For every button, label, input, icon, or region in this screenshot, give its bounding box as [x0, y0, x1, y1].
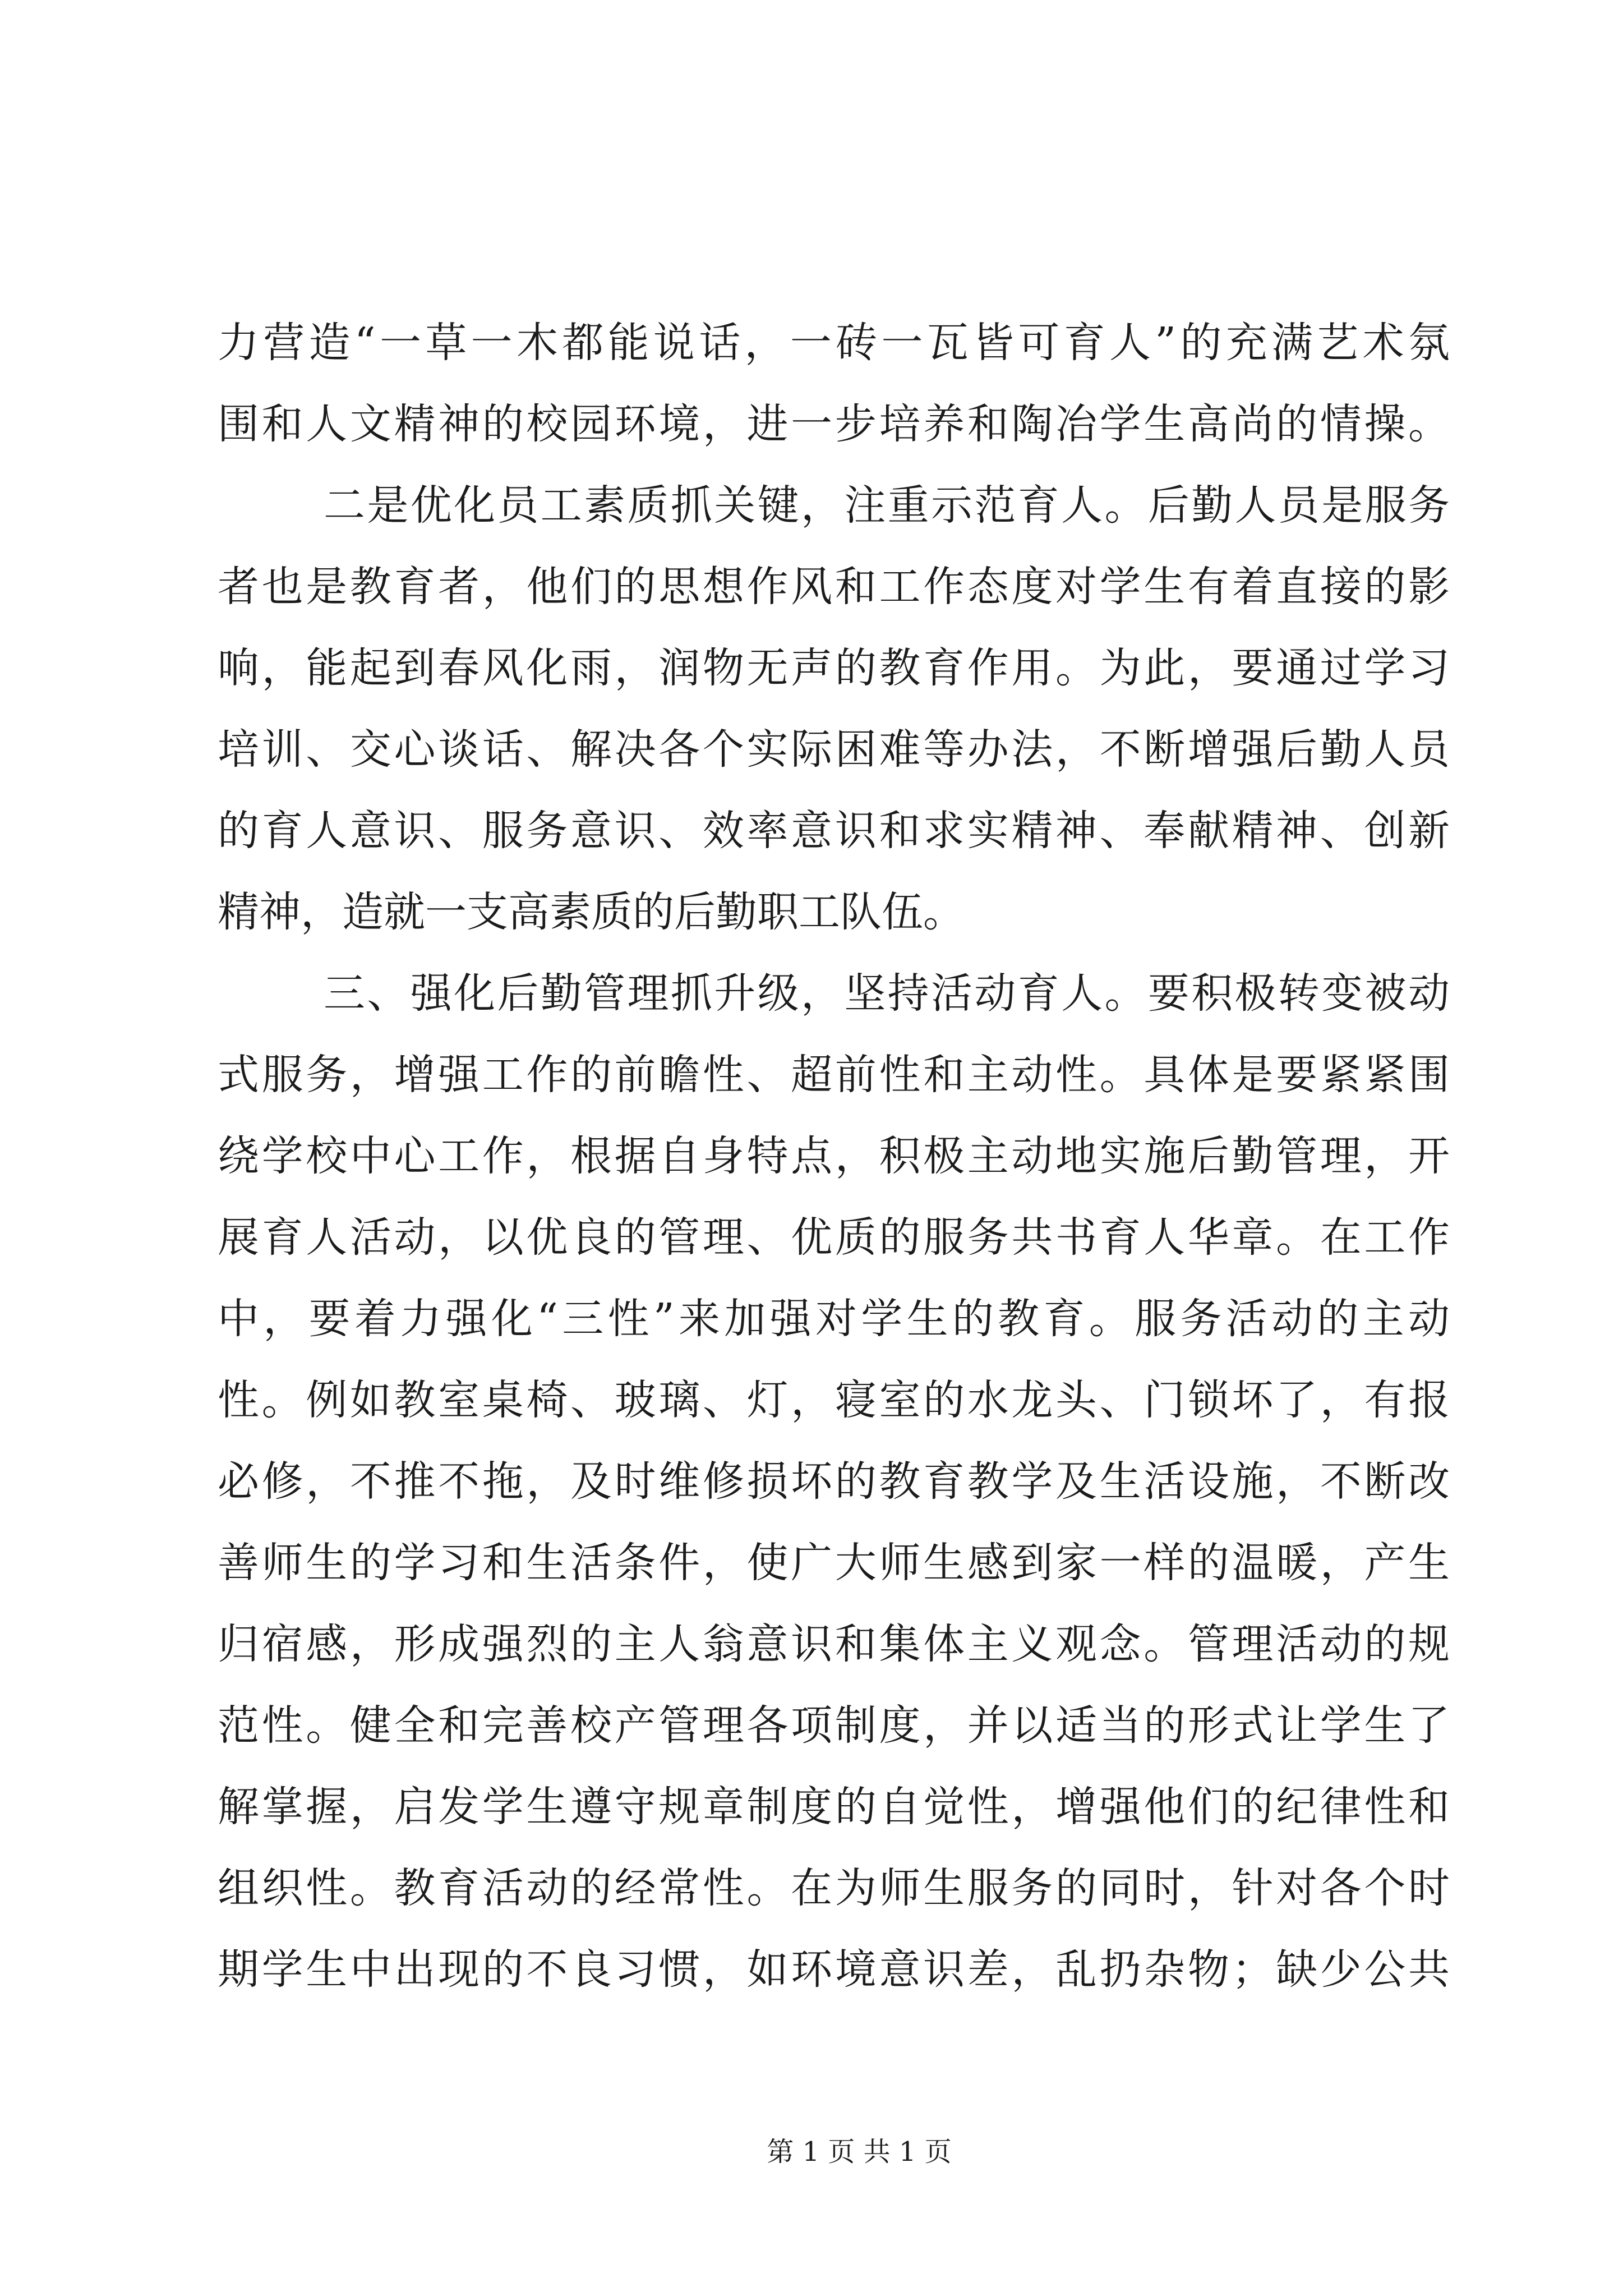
body-text	[218, 302, 1450, 2010]
text-line: 力营造“一草一木都能说话，一砖一瓦皆可育人”的充满艺术氛	[218, 319, 1450, 367]
text-line: 式服务，增强工作的前瞻性、超前性和主动性。具体是要紧紧围	[218, 1051, 1450, 1099]
text-line: 必修，不推不拖，及时维修损坏的教育教学及生活设施，不断改	[218, 1457, 1450, 1506]
text-line: 者也是教育者，他们的思想作风和工作态度对学生有着直接的影	[218, 563, 1450, 611]
text-line: 解掌握，启发学生遵守规章制度的自觉性，增强他们的纪律性和	[218, 1783, 1450, 1831]
text-line: 归宿感，形成强烈的主人翁意识和集体主义观念。管理活动的规	[218, 1620, 1450, 1668]
text-line: 二是优化员工素质抓关键，注重示范育人。后勤人员是服务	[324, 481, 1450, 530]
paragraph	[218, 953, 1450, 2010]
text-line: 培训、交心谈话、解决各个实际困难等办法，不断增强后勤人员	[218, 725, 1450, 774]
text-line: 组织性。教育活动的经常性。在为师生服务的同时，针对各个时	[218, 1864, 1450, 1912]
text-line: 绕学校中心工作，根据自身特点，积极主动地实施后勤管理，开	[218, 1132, 1450, 1180]
text-line: 善师生的学习和生活条件，使广大师生感到家一样的温暖，产生	[218, 1539, 1450, 1587]
text-line: 响，能起到春风化雨，润物无声的教育作用。为此，要通过学习	[218, 644, 1450, 692]
text-line: 三、强化后勤管理抓升级，坚持活动育人。要积极转变被动	[324, 969, 1450, 1018]
text-line: 范性。健全和完善校产管理各项制度，并以适当的形式让学生了	[218, 1701, 1450, 1750]
text-line: 的育人意识、服务意识、效率意识和求实精神、奉献精神、创新	[218, 807, 1450, 855]
text-line: 精神，造就一支高素质的后勤职工队伍。	[218, 888, 965, 936]
paragraph	[218, 302, 1450, 465]
paragraph	[218, 465, 1450, 953]
text-line: 展育人活动，以优良的管理、优质的服务共书育人华章。在工作	[218, 1213, 1450, 1262]
page-number-footer: 第 1 页 共 1 页	[767, 2136, 952, 2168]
text-line: 期学生中出现的不良习惯，如环境意识差，乱扔杂物；缺少公共	[218, 1945, 1450, 1994]
text-line: 性。例如教室桌椅、玻璃、灯，寝室的水龙头、门锁坏了，有报	[218, 1376, 1450, 1424]
text-line: 中，要着力强化“三性”来加强对学生的教育。服务活动的主动	[218, 1295, 1450, 1343]
text-line: 围和人文精神的校园环境，进一步培养和陶冶学生高尚的情操。	[218, 400, 1450, 448]
